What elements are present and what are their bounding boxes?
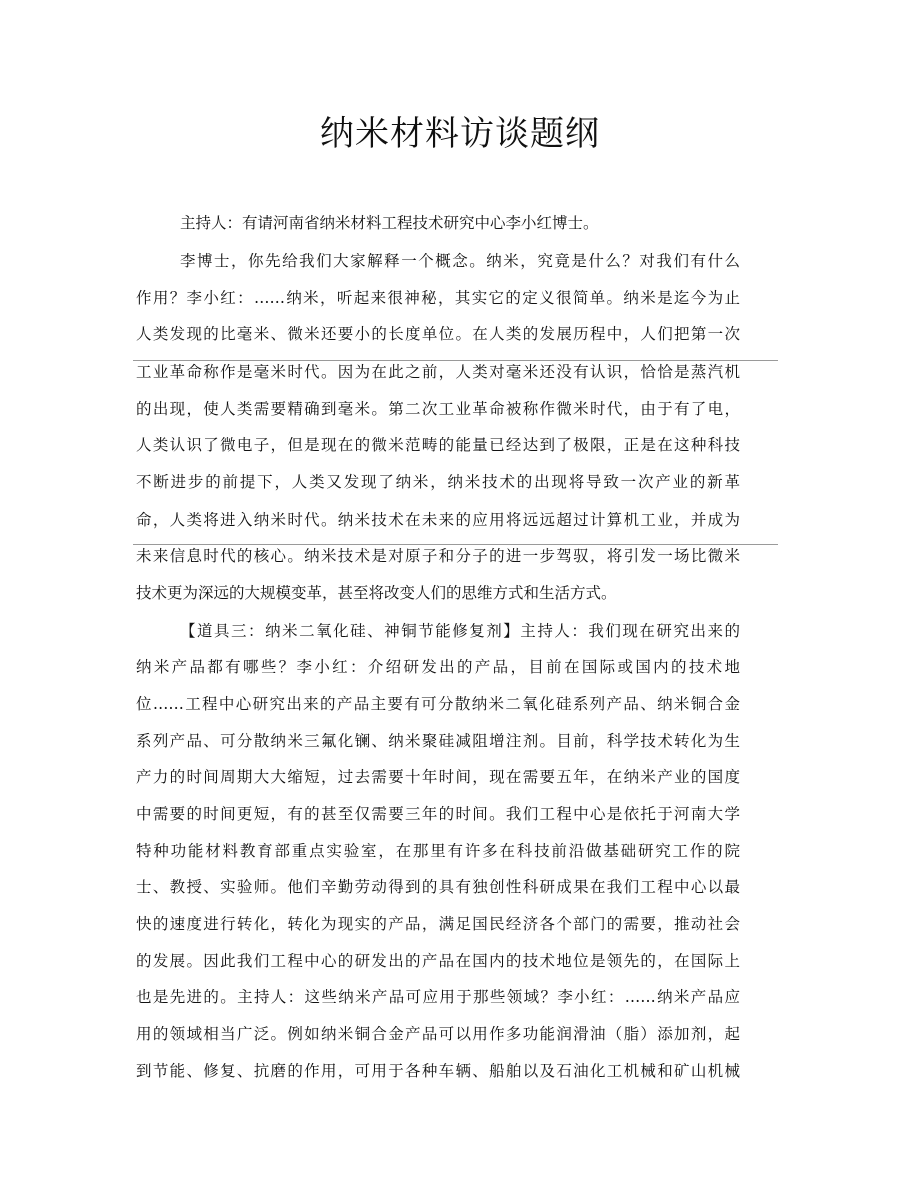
text-line: 的出现，使人类需要精确到毫米。第二次工业革命被称作微米时代，由于有了电， bbox=[136, 400, 740, 418]
text-line: 快的速度进行转化，转化为现实的产品，满足国民经济各个部门的需要，推动社会 bbox=[136, 915, 740, 933]
text-line: 命，人类将进入纳米时代。纳米技术在未来的应用将远远超过计算机工业，并成为 bbox=[136, 511, 740, 529]
horizontal-rule bbox=[133, 360, 778, 361]
text-line: 用的领域相当广泛。例如纳米铜合金产品可以用作多功能润滑油（脂）添加剂，起 bbox=[136, 1025, 740, 1043]
text-line: 的发展。因此我们工程中心的研发出的产品在国内的技术地位是领先的，在国际上 bbox=[136, 952, 740, 970]
horizontal-rule bbox=[133, 544, 778, 545]
text-line: 作用？李小红：……纳米，听起来很神秘，其实它的定义很简单。纳米是迄今为止 bbox=[136, 289, 740, 307]
text-line: 人类发现的比毫米、微米还要小的长度单位。在人类的发展历程中，人们把第一次 bbox=[136, 325, 740, 343]
text-line: 到节能、修复、抗磨的作用，可用于各种车辆、船舶以及石油化工机械和矿山机械 bbox=[136, 1062, 740, 1080]
text-line: 士、教授、实验师。他们辛勤劳动得到的具有独创性科研成果在我们工程中心以最 bbox=[136, 878, 740, 896]
text-line: 人类认识了微电子，但是现在的微米范畴的能量已经达到了极限，正是在这种科技 bbox=[136, 436, 740, 454]
text-line: 纳米产品都有哪些？李小红：介绍研发出的产品，目前在国际或国内的技术地 bbox=[136, 658, 740, 676]
text-line: 李博士，你先给我们大家解释一个概念。纳米，究竟是什么？对我们有什么 bbox=[180, 252, 740, 270]
text-line: 也是先进的。主持人：这些纳米产品可应用于那些领域？李小红：……纳米产品应 bbox=[136, 988, 740, 1006]
text-line: 未来信息时代的核心。纳米技术是对原子和分子的进一步驾驭，将引发一场比微米 bbox=[136, 547, 740, 565]
text-line: 特种功能材料教育部重点实验室，在那里有许多在科技前沿做基础研究工作的院 bbox=[136, 842, 740, 860]
document-title: 纳米材料访谈题纲 bbox=[320, 114, 600, 154]
text-line: 【道具三：纳米二氧化硅、神铜节能修复剂】主持人：我们现在研究出来的 bbox=[180, 622, 740, 640]
text-line: 工业革命称作是毫米时代。因为在此之前，人类对毫米还没有认识，恰恰是蒸汽机 bbox=[136, 363, 740, 381]
text-line: 主持人：有请河南省纳米材料工程技术研究中心李小红博士。 bbox=[180, 214, 599, 232]
text-line: 产力的时间周期大大缩短，过去需要十年时间，现在需要五年，在纳米产业的国度 bbox=[136, 768, 740, 786]
text-line: 位……工程中心研究出来的产品主要有可分散纳米二氧化硅系列产品、纳米铜合金 bbox=[136, 695, 740, 713]
text-line: 技术更为深远的大规模变革，甚至将改变人们的思维方式和生活方式。 bbox=[136, 584, 617, 602]
text-line: 不断进步的前提下，人类又发现了纳米，纳米技术的出现将导致一次产业的新革 bbox=[136, 473, 740, 491]
text-line: 中需要的时间更短，有的甚至仅需要三年的时间。我们工程中心是依托于河南大学 bbox=[136, 805, 740, 823]
text-line: 系列产品、可分散纳米三氟化镧、纳米聚硅减阻增注剂。目前，科学技术转化为生 bbox=[136, 732, 740, 750]
